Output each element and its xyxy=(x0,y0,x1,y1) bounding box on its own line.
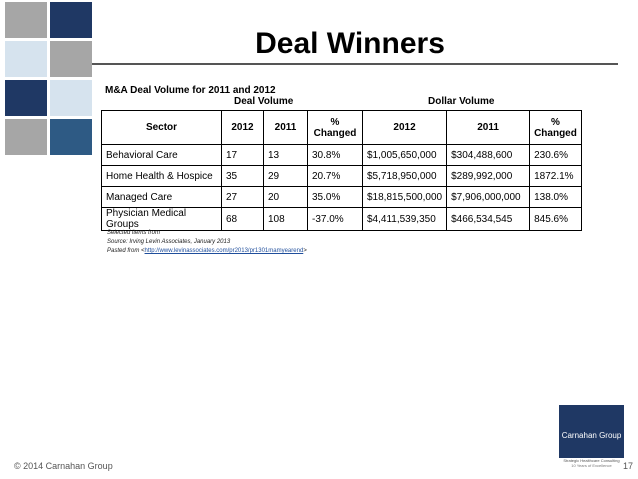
cell-sector: Managed Care xyxy=(102,187,222,208)
source-notes xyxy=(107,229,307,256)
company-logo xyxy=(559,405,624,458)
cell-deals-2011: 29 xyxy=(264,166,308,187)
cell-dollars-2012: $4,411,539,350 xyxy=(363,208,447,231)
deal-volume-table xyxy=(101,110,582,231)
cell-deals-2011: 108 xyxy=(264,208,308,231)
cell-deals-change: -37.0% xyxy=(308,208,363,231)
table-row xyxy=(102,145,582,166)
decor-tile xyxy=(5,41,47,77)
source-link[interactable]: http://www.levinassociates.com/pr2013/pr1301mamyearend xyxy=(144,248,304,254)
cell-deals-change: 30.8% xyxy=(308,145,363,166)
cell-dollars-2011: $289,992,000 xyxy=(447,166,530,187)
cell-sector: Physician Medical Groups xyxy=(102,208,222,231)
cell-dollars-2011: $466,534,545 xyxy=(447,208,530,231)
cell-dollars-change: 230.6% xyxy=(530,145,582,166)
column-header: % Changed xyxy=(308,111,363,145)
decor-tile xyxy=(50,41,92,77)
notes-suffix: > xyxy=(303,248,307,254)
table-row xyxy=(102,187,582,208)
cell-dollars-2012: $1,005,650,000 xyxy=(363,145,447,166)
cell-sector: Home Health & Hospice xyxy=(102,166,222,187)
column-header: 2012 xyxy=(222,111,264,145)
cell-sector: Behavioral Care xyxy=(102,145,222,166)
cell-deals-2012: 17 xyxy=(222,145,264,166)
notes-prefix: Pasted from < xyxy=(107,248,145,254)
column-header: 2012 xyxy=(363,111,447,145)
cell-dollars-change: 845.6% xyxy=(530,208,582,231)
cell-deals-2011: 13 xyxy=(264,145,308,166)
notes-pasted-from xyxy=(107,247,307,256)
cell-deals-2012: 27 xyxy=(222,187,264,208)
page-number: 17 xyxy=(623,461,634,471)
notes-line: Selected items from xyxy=(107,230,161,236)
cell-dollars-change: 138.0% xyxy=(530,187,582,208)
title-divider xyxy=(92,63,618,65)
cell-deals-2012: 35 xyxy=(222,166,264,187)
page-title: Deal Winners xyxy=(255,27,445,60)
cell-dollars-2011: $7,906,000,000 xyxy=(447,187,530,208)
group-header-deal-volume: Deal Volume xyxy=(234,96,294,107)
cell-deals-change: 20.7% xyxy=(308,166,363,187)
cell-deals-2011: 20 xyxy=(264,187,308,208)
logo-tagline: Strategic Healthcare Consulting xyxy=(563,458,620,463)
column-header: Sector xyxy=(102,111,222,145)
cell-deals-2012: 68 xyxy=(222,208,264,231)
column-header: 2011 xyxy=(447,111,530,145)
cell-dollars-2012: $18,815,500,000 xyxy=(363,187,447,208)
cell-dollars-2011: $304,488,600 xyxy=(447,145,530,166)
table-header-row xyxy=(102,111,582,145)
cell-dollars-change: 1872.1% xyxy=(530,166,582,187)
table-row xyxy=(102,166,582,187)
table-row xyxy=(102,208,582,231)
column-header: % Changed xyxy=(530,111,582,145)
logo-tagline-secondary: 10 Years of Excellence xyxy=(571,463,612,468)
decor-tile xyxy=(50,80,92,116)
decor-tile xyxy=(5,2,47,38)
notes-source: Source: Irving Levin Associates, January 2013 xyxy=(107,239,231,245)
column-header: 2011 xyxy=(264,111,308,145)
logo-brand-name: Carnahan Group xyxy=(561,431,622,440)
group-header-dollar-volume: Dollar Volume xyxy=(428,96,495,107)
copyright-text: © 2014 Carnahan Group xyxy=(14,461,113,471)
cell-deals-change: 35.0% xyxy=(308,187,363,208)
cell-dollars-2012: $5,718,950,000 xyxy=(363,166,447,187)
decor-tile xyxy=(5,80,47,116)
decor-tile xyxy=(5,119,47,155)
decor-tile xyxy=(50,119,92,155)
table-caption: M&A Deal Volume for 2011 and 2012 xyxy=(105,85,276,96)
decor-tile xyxy=(50,2,92,38)
